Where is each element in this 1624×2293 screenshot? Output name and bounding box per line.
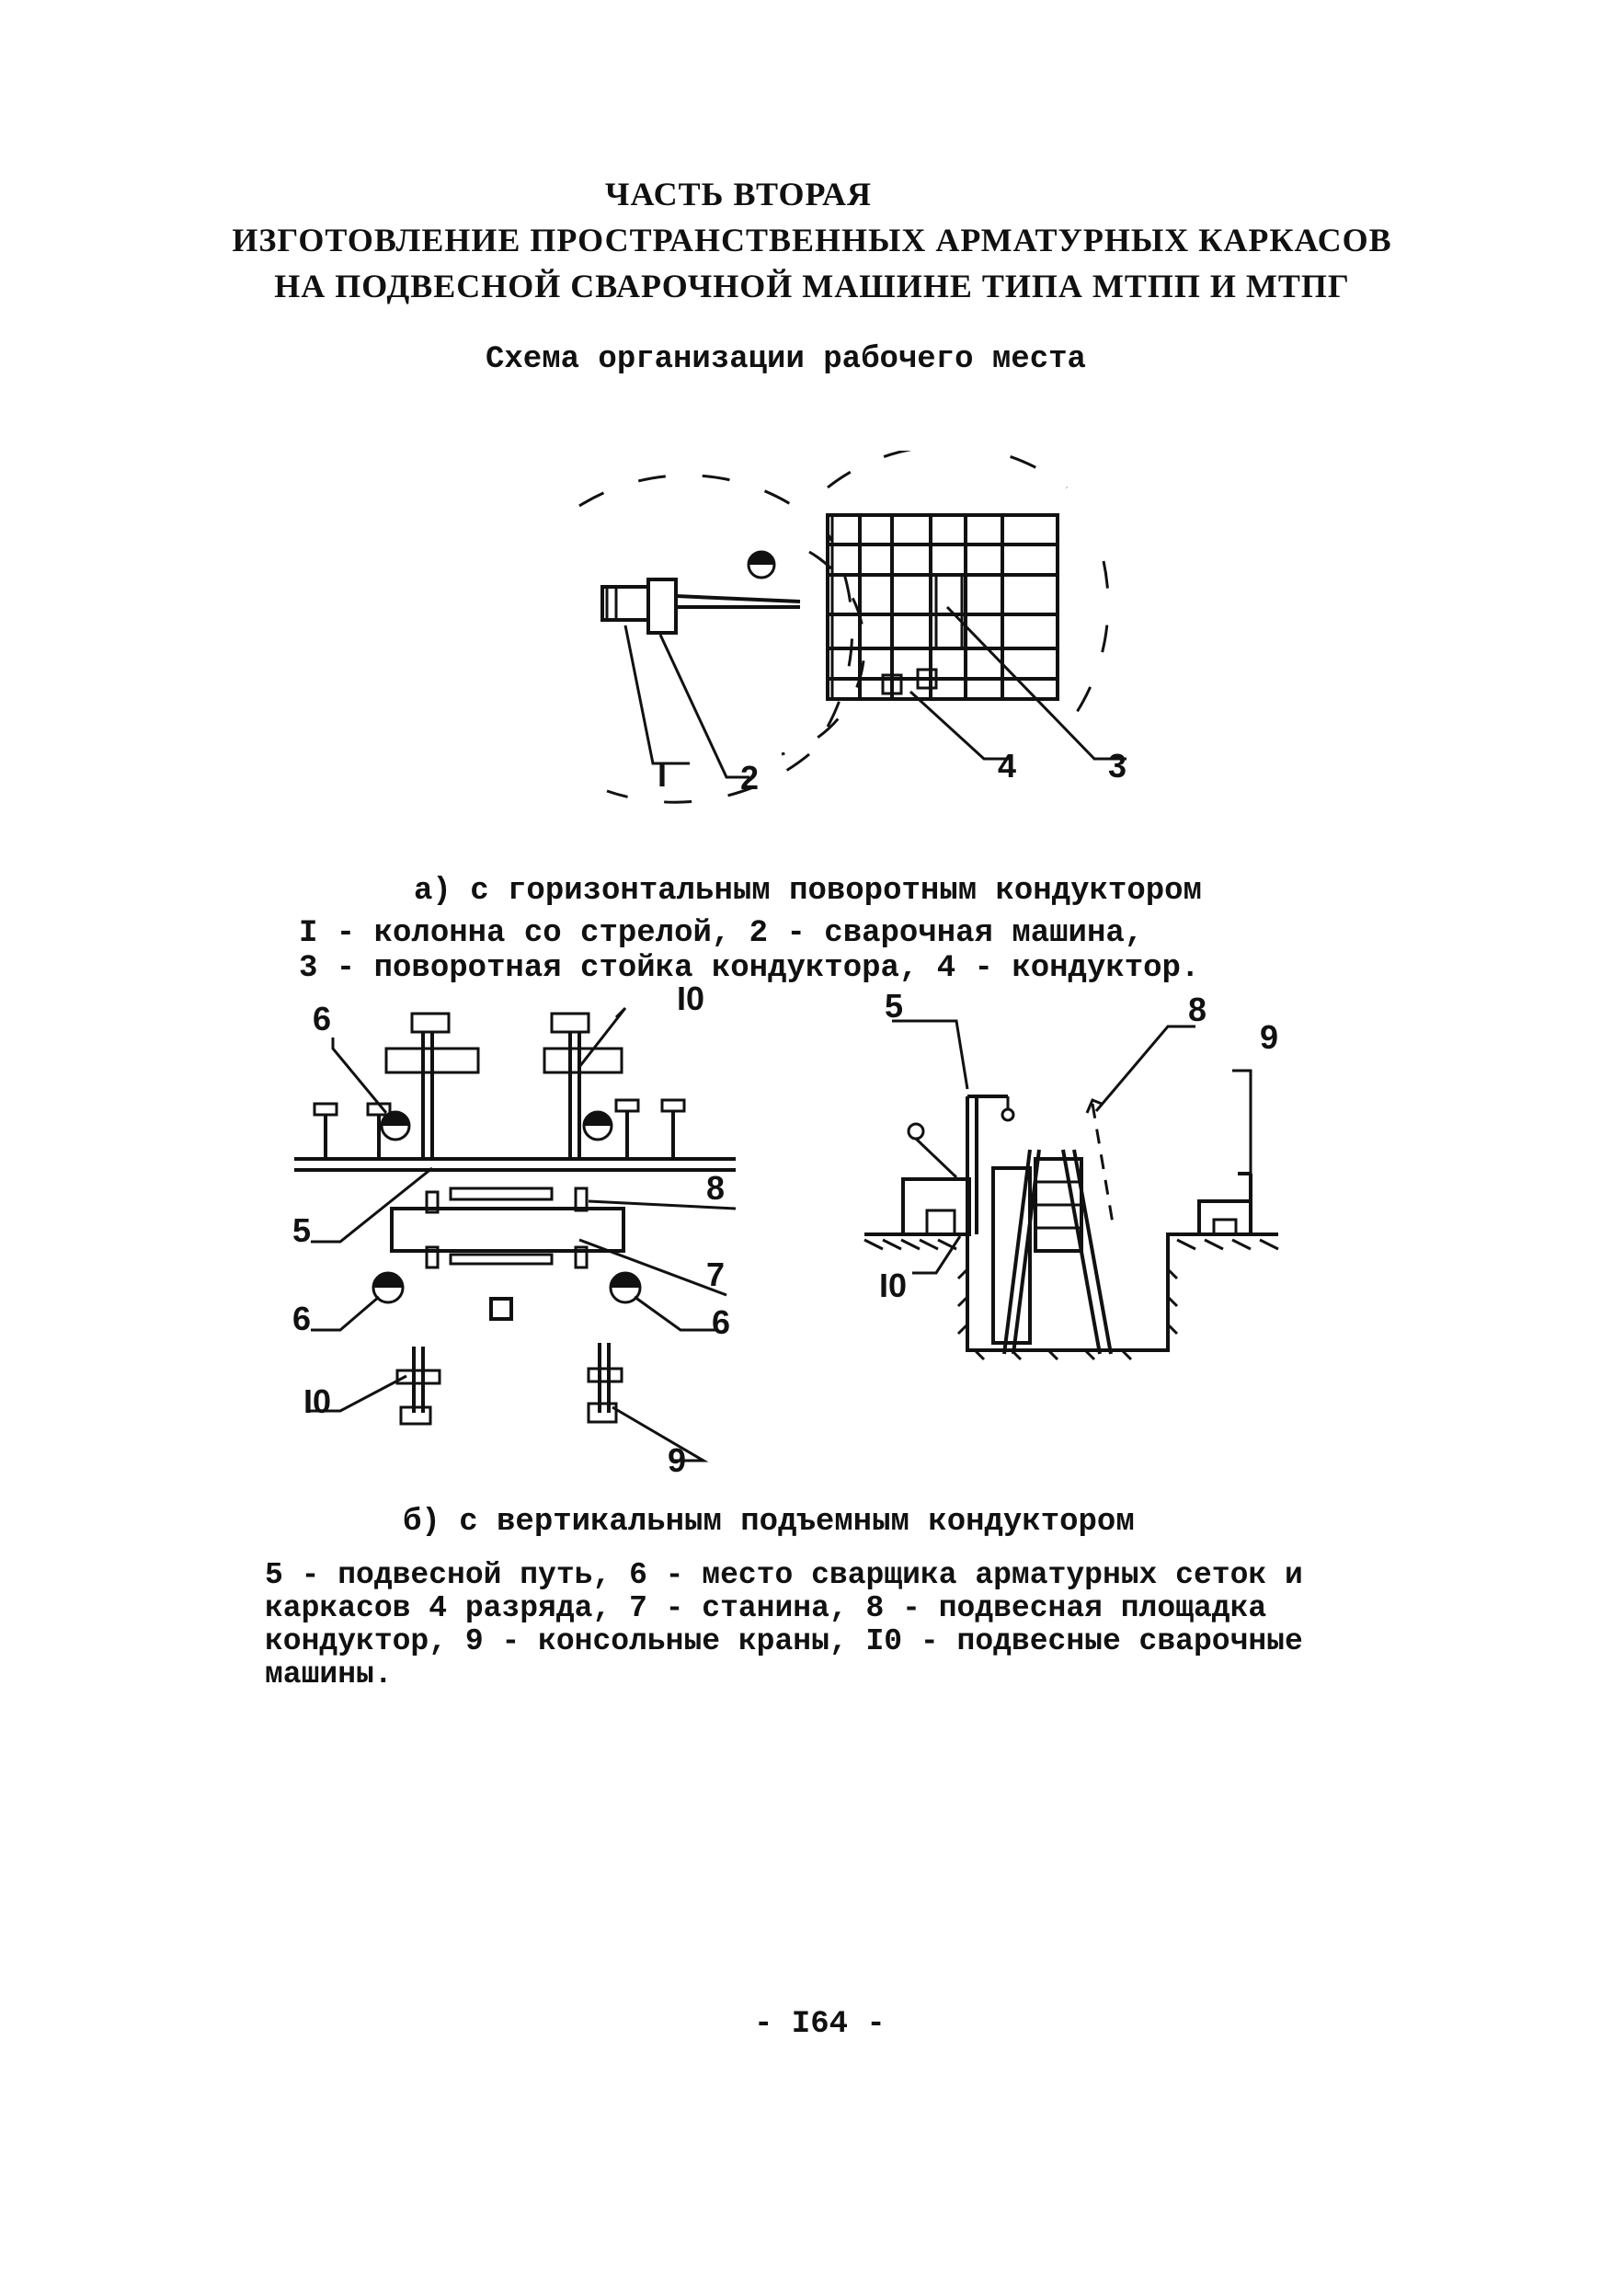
label-6: 6: [313, 1000, 332, 1038]
figure-b-legend-line-2: каркасов 4 разряда, 7 - станина, 8 - подвесная площадка: [265, 1591, 1267, 1625]
boom-arm: [676, 596, 800, 602]
label-5: 5: [292, 1211, 312, 1249]
chapter-title-line-1: ИЗГОТОВЛЕНИЕ ПРОСТРАНСТВЕННЫХ АРМАТУРНЫХ КАРКАСОВ: [232, 222, 1392, 258]
figure-a-legend-line-2: 3 - поворотная стойка кондуктора, 4 - кондуктор.: [299, 951, 1200, 986]
welding-machine-left: [903, 1179, 969, 1234]
bottom-crane-right: [589, 1369, 622, 1382]
label-10: I0: [303, 1382, 332, 1420]
label-4: 4: [998, 747, 1017, 785]
label-7: 7: [706, 1255, 726, 1293]
label-8: 8: [1188, 993, 1207, 1028]
console-cranes-right: [616, 1100, 684, 1159]
welding-machine: [648, 579, 676, 633]
figure-b-legend-line-3: кондуктор, 9 - консольные краны, I0 - подвесные сварочные: [265, 1624, 1303, 1658]
console-crane-right: [1199, 1201, 1251, 1234]
leader-1: [625, 625, 690, 763]
swing-arc-left-top: [579, 476, 818, 524]
label-3: 3: [1108, 747, 1127, 785]
label-9: 9: [668, 1441, 687, 1479]
figure-b-caption: б) с вертикальным подъемным кондуктором: [403, 1505, 1135, 1540]
page-number: - I64 -: [754, 2007, 886, 2042]
figure-b-section-diagram: [846, 993, 1324, 1380]
figure-b-legend-line-1: 5 - подвесной путь, 6 - место сварщика арматурных сеток и: [265, 1558, 1303, 1592]
control-box: [491, 1299, 511, 1319]
figure-a-legend-line-1: I - колонна со стрелой, 2 - сварочная машина,: [299, 916, 1144, 951]
label-9: 9: [1260, 1018, 1279, 1056]
leader-2: [660, 635, 749, 777]
chapter-title-line-2: НА ПОДВЕСНОЙ СВАРОЧНОЙ МАШИНЕ ТИПА МТПП И МТПГ: [274, 268, 1350, 304]
figure-a-diagram: [552, 451, 1177, 819]
label-10: I0: [879, 1267, 908, 1304]
leader-3: [947, 607, 1127, 759]
column-body: [602, 587, 648, 620]
jig-rotary-post: [936, 575, 962, 648]
scheme-subtitle: Схема организации рабочего места: [486, 342, 1086, 377]
platform-bottom: [451, 1255, 552, 1264]
part-heading: ЧАСТЬ ВТОРАЯ: [605, 176, 872, 212]
swing-arc-right-side: [1067, 561, 1108, 727]
console-cranes-left: [315, 1104, 390, 1159]
figure-b-plan-diagram: [276, 975, 754, 1490]
figure-b-legend-line-4: машины.: [265, 1657, 393, 1691]
leader-4: [910, 692, 1012, 759]
swing-arc-left-bottom: [607, 754, 809, 802]
label-1: I: [658, 756, 668, 794]
label-2: 2: [740, 759, 760, 797]
figure-a-caption: а) с горизонтальным поворотным кондуктором: [414, 874, 1202, 909]
swing-arc-right-top: [828, 451, 1067, 487]
platform-top: [451, 1188, 552, 1199]
label-10: I0: [677, 980, 705, 1017]
label-6: 6: [712, 1303, 731, 1341]
label-6: 6: [292, 1300, 312, 1337]
label-5: 5: [885, 993, 904, 1025]
label-8: 8: [706, 1169, 726, 1207]
